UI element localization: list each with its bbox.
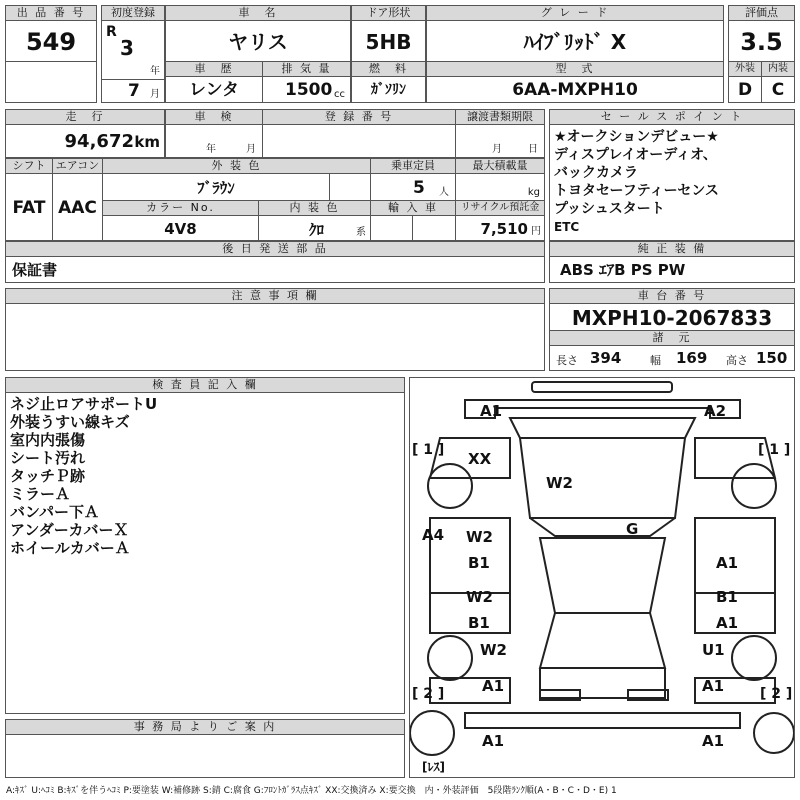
mark-right-door-rear-2: A1: [716, 614, 739, 632]
wheel-fr-shape: [732, 464, 776, 508]
sales-point-line: ETC: [554, 220, 580, 234]
recycle-label: リサイクル預託金: [455, 200, 545, 216]
chassis-label: 車 台 番 号: [549, 288, 795, 304]
sales-point-line: プッシュスタート: [554, 201, 665, 217]
inspector-line: ミラーＡ: [10, 485, 71, 503]
reg-month: 7: [128, 81, 140, 101]
mark-left-fender: A4: [422, 526, 445, 544]
caution-box: [5, 303, 545, 371]
insp-year: 年: [206, 144, 216, 155]
office-label: 事 務 局 よ り ご 案 内: [5, 719, 405, 735]
car-name-label: 車 名: [165, 5, 351, 21]
ac-label: エアコン: [52, 158, 103, 174]
int-label: 内装: [761, 61, 795, 77]
interior-unit: 系: [356, 227, 366, 238]
spec-cell: [549, 345, 795, 371]
sales-point-line: ★オークションデビュー★: [554, 129, 719, 145]
mileage-unit: km: [134, 133, 160, 151]
insp-month: 月: [246, 144, 256, 155]
mark-left-door-rear-2: B1: [468, 614, 490, 632]
sales-point-label: セ ー ル ス ポ イ ン ト: [549, 109, 795, 125]
mark-left-door-front-1: W2: [466, 528, 493, 546]
car-diagram-box: [409, 377, 795, 778]
width-label: 幅: [650, 354, 661, 367]
mark-right-door-front: A1: [716, 554, 739, 572]
spec-label: 諸 元: [549, 330, 795, 346]
mileage-label: 走 行: [5, 109, 165, 125]
legend: A:ｷｽﾞ U:ﾍｺﾐ B:ｷｽﾞを伴うﾍｺﾐ P:要塗装 W:補修跡 S:錆 C:腐食 G:ﾌﾛﾝﾄｶﾞﾗｽ点ｷｽﾞ XX:交換済み X:要交換 内・外装評価 5段階ﾗﾝｸ順(A・B・C・D・E) 1: [6, 786, 617, 796]
grade-label: グ レ ー ド: [426, 5, 724, 21]
score: 3.5: [728, 20, 795, 62]
inspector-line: バンパー下Ａ: [10, 503, 99, 521]
mileage-cell: [5, 124, 165, 158]
history-label: 車 歴: [165, 61, 263, 77]
first-reg-label: 初度登録: [101, 5, 165, 21]
model-code: 6AA-MXPH10: [426, 76, 724, 103]
maxload-cell: [455, 173, 545, 201]
capacity-cell: [370, 173, 456, 201]
transfer-cell: [455, 124, 545, 158]
mark-spare: [ﾚｽ]: [422, 760, 445, 774]
sales-point-line: トヨタセーフティーセンス: [554, 183, 719, 199]
later-parts: 保証書: [5, 256, 545, 283]
grade: ﾊｲﾌﾞﾘｯﾄﾞ X: [426, 20, 724, 62]
color-label: 外 装 色: [102, 158, 371, 174]
hood-shape: [520, 438, 685, 518]
sales-point-box: [549, 124, 795, 241]
mark-roof: G: [626, 520, 639, 538]
mark-left-rear: A1: [482, 677, 505, 695]
right-bottom-wheel-shape: [754, 713, 794, 753]
mark-hood: W2: [546, 474, 573, 492]
lot-blank: [5, 61, 97, 103]
inspection-cell: [165, 124, 263, 158]
capacity-unit: 人: [439, 187, 449, 198]
width: 169: [676, 349, 708, 367]
inspector-line: シート汚れ: [10, 449, 86, 467]
shift-label: シフト: [5, 158, 53, 174]
mileage: 94,672: [64, 131, 134, 152]
reg-number-label: 登 録 番 号: [262, 109, 456, 125]
mark-tire-fr: [ 1 ]: [758, 442, 791, 458]
caution-label: 注 意 事 項 欄: [5, 288, 545, 304]
recycle-unit: 円: [531, 226, 541, 237]
transfer-month: 月: [492, 144, 502, 155]
recycle-fee: 7,510: [480, 220, 528, 238]
inspector-line: タッチＰ跡: [10, 467, 86, 485]
spare-tire-shape: [410, 711, 454, 755]
inspector-line: ホイールカバーＡ: [10, 539, 130, 557]
mark-left-door-front-2: B1: [468, 554, 490, 572]
windshield-shape: [530, 518, 675, 536]
wheel-rr-shape: [732, 636, 776, 680]
mark-xx: XX: [468, 450, 492, 468]
import-label: 輸 入 車: [370, 200, 456, 216]
inspector-line: 室内内張傷: [10, 431, 86, 449]
inspector-box: [5, 392, 405, 714]
model-label: 型 式: [426, 61, 724, 77]
inspector-label: 検 査 員 記 入 欄: [5, 377, 405, 393]
door-type: 5HB: [351, 20, 426, 62]
inspection-label: 車 検: [165, 109, 263, 125]
month-unit: 月: [150, 89, 160, 100]
first-reg-month-cell: [101, 79, 165, 103]
ext-grade: D: [728, 76, 762, 103]
fuel-label: 燃 料: [351, 61, 426, 77]
interior-label: 内 装 色: [258, 200, 371, 216]
interior-cell: [258, 215, 371, 241]
reg-number: [262, 124, 456, 158]
car-diagram: [410, 378, 794, 777]
trunk-shape: [540, 668, 665, 698]
displacement-cell: [262, 76, 351, 103]
mark-right-door-rear-1: B1: [716, 588, 738, 606]
displacement-label: 排 気 量: [262, 61, 351, 77]
height-label: 高さ: [726, 354, 748, 367]
capacity: 5: [413, 178, 425, 198]
color-extra: [329, 173, 371, 201]
year-unit: 年: [150, 66, 160, 77]
color-no-label: カラー No.: [102, 200, 259, 216]
inspector-line: 外装うすい線キズ: [10, 413, 130, 431]
wheel-rl-shape: [428, 636, 472, 680]
transfer-label: 譲渡書類期限: [455, 109, 545, 125]
mark-bumper-right: A1: [702, 732, 725, 750]
front-bumper-shape: [532, 382, 672, 392]
import-b: [412, 215, 456, 241]
hood-top-shape: [510, 418, 695, 438]
first-reg-year-cell: [101, 20, 165, 80]
lot-label: 出 品 番 号: [5, 5, 97, 21]
lot-number: 549: [5, 20, 97, 62]
reg-year: 3: [120, 36, 134, 60]
color-no: 4V8: [102, 215, 259, 241]
rear-window-shape: [540, 613, 665, 668]
mark-left-door-rear-1: W2: [466, 588, 493, 606]
score-label: 評価点: [728, 5, 795, 21]
body-color: ﾌﾞﾗｳﾝ: [102, 173, 330, 201]
inspector-line: ネジ止ロアサポートU: [10, 395, 158, 413]
interior-color: ｸﾛ: [309, 221, 325, 239]
mark-tire-rl: [ 2 ]: [412, 686, 445, 702]
int-grade: C: [761, 76, 795, 103]
mark-right-rear: A1: [702, 677, 725, 695]
height: 150: [756, 349, 788, 367]
length: 394: [590, 349, 622, 367]
rear-panel-shape: [465, 713, 740, 728]
maxload-unit: kg: [527, 187, 540, 198]
mark-front-left: A1: [480, 402, 503, 420]
mark-left-quarter: W2: [480, 641, 507, 659]
later-parts-label: 後 日 発 送 部 品: [5, 241, 545, 257]
mark-right-quarter: U1: [702, 641, 725, 659]
genuine-equipment: ABS ｴｱB PS PW: [549, 256, 795, 283]
mark-tire-rr: [ 2 ]: [760, 686, 793, 702]
office-box: [5, 734, 405, 778]
shift: FAT: [5, 173, 53, 241]
fuel: ｶﾞｿﾘﾝ: [351, 76, 426, 103]
mark-tire-fl: [ 1 ]: [412, 442, 445, 458]
ext-label: 外装: [728, 61, 762, 77]
displacement: 1500: [285, 80, 333, 100]
door-label: ドア形状: [351, 5, 426, 21]
recycle-cell: [455, 215, 545, 241]
car-name: ヤリス: [165, 20, 351, 62]
mark-front-right: A2: [704, 402, 727, 420]
sales-point-line: ディスプレイオーディオ、: [554, 147, 717, 163]
displacement-unit: cc: [334, 89, 345, 100]
sales-point-line: バックカメラ: [554, 165, 638, 181]
maxload-label: 最大積載量: [455, 158, 545, 174]
mark-bumper-left: A1: [482, 732, 505, 750]
front-panel-shape: [465, 400, 740, 418]
era: R: [106, 24, 117, 40]
capacity-label: 乗車定員: [370, 158, 456, 174]
chassis-number: MXPH10-2067833: [549, 303, 795, 331]
genuine-label: 純 正 装 備: [549, 241, 795, 257]
inspector-line: アンダーカバーＸ: [10, 521, 129, 539]
history: レンタ: [165, 76, 263, 103]
aircon: AAC: [52, 173, 103, 241]
transfer-day: 日: [528, 144, 538, 155]
wheel-fl-shape: [428, 464, 472, 508]
length-label: 長さ: [556, 354, 578, 367]
roof-shape: [540, 538, 665, 613]
import-a: [370, 215, 413, 241]
